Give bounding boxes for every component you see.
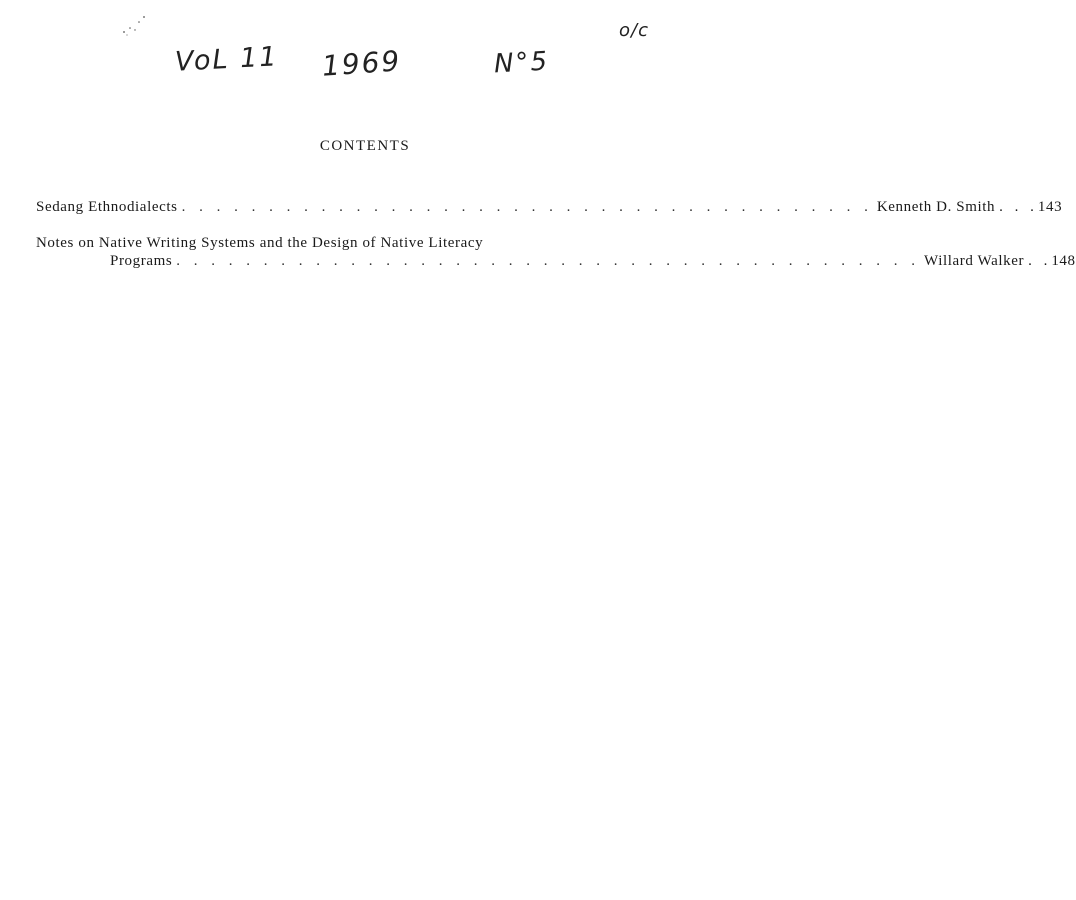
handwritten-corner-mark: o/c (619, 20, 649, 41)
scan-specks (118, 14, 158, 38)
contents-heading: CONTENTS (319, 138, 411, 154)
entry-page-number: 148 (1051, 253, 1076, 269)
entry-title-line1: Notes on Native Writing Systems and the Design of Native Literacy (36, 235, 484, 251)
dot-leader: . . . . . . . . . . . . . . . . . . . . . . . . . . . . . . . . . . . . . . . . (181, 199, 873, 215)
handwritten-year: 1969 (320, 44, 403, 83)
handwritten-number: N°5 (493, 46, 550, 80)
handwritten-volume: VoL 11 (174, 41, 280, 78)
dot-leader: . . (1028, 253, 1052, 269)
entry-author: Kenneth D. Smith (876, 199, 996, 215)
entry-author: Willard Walker (924, 253, 1025, 269)
toc-entry (110, 252, 1076, 270)
dot-leader: . . . (999, 199, 1038, 215)
entry-title-line2: Programs (110, 253, 173, 269)
entry-title: Sedang Ethnodialects (36, 199, 178, 215)
toc-entry (36, 198, 1063, 216)
dot-leader: . . . . . . . . . . . . . . . . . . . . . . . . . . . . . . . . . . . . . . . . . . . (176, 253, 921, 269)
entry-page-number: 143 (1037, 199, 1063, 215)
